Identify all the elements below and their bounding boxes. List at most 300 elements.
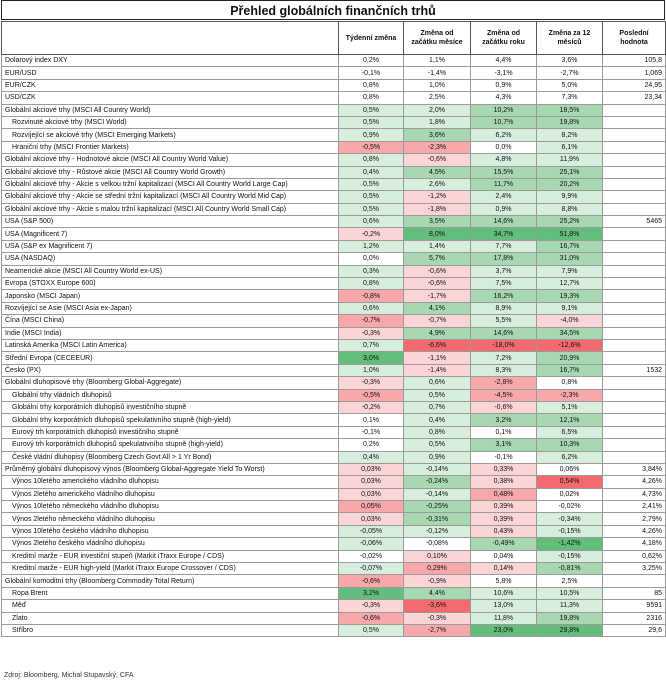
cell-ytd: 11,8% [471,612,537,624]
cell-weekly: 0,0% [339,253,404,265]
cell-last-value: 4,18% [603,538,666,550]
cell-ytd: 4,4% [471,55,537,67]
table-row [2,476,666,488]
cell-12m: 8,8% [537,203,603,215]
cell-weekly: -0,6% [339,612,404,624]
cell-12m: 18,5% [537,104,603,116]
row-label: USD/CZK [2,92,339,104]
row-label: Latinská Amerika (MSCI Latin America) [2,339,339,351]
cell-mtd: -0,25% [404,501,471,513]
cell-mtd: 0,9% [404,451,471,463]
cell-last-value [603,439,666,451]
table-row [2,364,666,376]
cell-mtd: -1,7% [404,290,471,302]
cell-mtd: 3,5% [404,216,471,228]
row-label: České vládní dluhopisy (Bloomberg Czech Govt All > 1 Yr Bond) [2,451,339,463]
source-note: Zdroj: Bloomberg, Michal Stupavský, CFA [4,672,134,679]
cell-last-value: 29,6 [603,624,666,636]
row-label: Stříbro [2,624,339,636]
cell-last-value: 4,73% [603,488,666,500]
cell-mtd: 4,4% [404,587,471,599]
table-row [2,339,666,351]
cell-mtd: 0,8% [404,426,471,438]
cell-12m: 6,1% [537,141,603,153]
row-label: Výnos 10letého německého vládního dluhopisu [2,501,339,513]
cell-ytd: 0,1% [471,426,537,438]
cell-last-value: 1,069 [603,67,666,79]
cell-last-value: 85 [603,587,666,599]
row-label: Kreditní marže - EUR high-yield (Markit iTraxx Europe Crossover / CDS) [2,563,339,575]
cell-12m: -1,42% [537,538,603,550]
table-row [2,327,666,339]
cell-last-value [603,203,666,215]
cell-weekly: 0,2% [339,439,404,451]
cell-weekly: -0,06% [339,538,404,550]
cell-ytd: 23,0% [471,624,537,636]
table-row [2,67,666,79]
cell-ytd: 0,38% [471,476,537,488]
cell-12m: -0,02% [537,501,603,513]
cell-last-value [603,166,666,178]
cell-ytd: 10,7% [471,116,537,128]
cell-last-value: 2,79% [603,513,666,525]
cell-mtd: -0,6% [404,265,471,277]
cell-mtd: -2,7% [404,624,471,636]
cell-ytd: 34,7% [471,228,537,240]
cell-last-value: 3,25% [603,563,666,575]
cell-12m: -2,7% [537,67,603,79]
row-label: USA (Magnificent 7) [2,228,339,240]
cell-last-value: 1532 [603,364,666,376]
cell-mtd: 8,0% [404,228,471,240]
cell-last-value [603,389,666,401]
cell-weekly: 0,2% [339,55,404,67]
cell-12m: 0,06% [537,463,603,475]
table-row [2,79,666,91]
cell-ytd: 7,5% [471,278,537,290]
row-label: Hraniční trhy (MSCI Frontier Markets) [2,141,339,153]
cell-weekly: 0,5% [339,624,404,636]
cell-ytd: -0,6% [471,401,537,413]
cell-mtd: 0,7% [404,401,471,413]
markets-table [1,21,666,637]
cell-mtd: 4,1% [404,302,471,314]
cell-weekly: 0,7% [339,339,404,351]
table-row [2,216,666,228]
table-row [2,488,666,500]
cell-last-value: 0,62% [603,550,666,562]
cell-12m: 16,7% [537,364,603,376]
row-label: Výnos 2letého českého vládního dluhopisu [2,538,339,550]
cell-mtd: 1,0% [404,79,471,91]
cell-ytd: 0,48% [471,488,537,500]
cell-mtd: 2,5% [404,92,471,104]
table-row [2,612,666,624]
table-row [2,352,666,364]
cell-12m: 34,5% [537,327,603,339]
cell-12m: 20,2% [537,178,603,190]
cell-weekly: 0,4% [339,166,404,178]
cell-last-value [603,451,666,463]
cell-mtd: -1,4% [404,67,471,79]
table-row [2,426,666,438]
cell-last-value [603,129,666,141]
cell-ytd: -2,8% [471,377,537,389]
header-label-col [2,22,339,55]
cell-weekly: -0,3% [339,377,404,389]
cell-12m: -0,81% [537,563,603,575]
row-label: Globální akciové trhy (MSCI All Country World) [2,104,339,116]
cell-ytd: 0,04% [471,550,537,562]
table-row [2,575,666,587]
cell-last-value [603,401,666,413]
cell-ytd: 5,5% [471,315,537,327]
row-label: Globální akciové trhy - Hodnotové akcie (MSCI All Country World Value) [2,154,339,166]
cell-last-value: 2316 [603,612,666,624]
cell-last-value [603,575,666,587]
cell-last-value: 3,84% [603,463,666,475]
cell-12m: 0,02% [537,488,603,500]
cell-mtd: -0,3% [404,612,471,624]
cell-12m: 7,3% [537,92,603,104]
row-label: Výnos 2letého amerického vládního dluhopisu [2,488,339,500]
cell-ytd: -0,1% [471,451,537,463]
cell-last-value [603,302,666,314]
table-row [2,624,666,636]
cell-mtd: -0,9% [404,575,471,587]
cell-last-value: 4,26% [603,525,666,537]
row-label: Rozvíjející se akciové trhy (MSCI Emerging Markets) [2,129,339,141]
row-label: Globální trhy vládních dluhopisů [2,389,339,401]
row-label: USA (S&P ex Magnificent 7) [2,240,339,252]
header-mtd: Změna od začátku měsíce [404,22,471,55]
cell-weekly: -0,3% [339,327,404,339]
cell-mtd: -0,14% [404,463,471,475]
table-row [2,401,666,413]
cell-weekly: 0,5% [339,191,404,203]
row-label: Zlato [2,612,339,624]
row-label: Globální akciové trhy - Akcie s malou tržní kapitalizací (MSCI All Country World Small Cap) [2,203,339,215]
cell-last-value [603,327,666,339]
cell-ytd: 7,2% [471,352,537,364]
cell-12m: 5,0% [537,79,603,91]
row-label: Globální akciové trhy - Akcie se střední tržní kapitalizací (MSCI All Country World Mid Cap) [2,191,339,203]
cell-12m: -0,15% [537,525,603,537]
table-row [2,154,666,166]
row-label: Výnos 10letého českého vládního dluhopisu [2,525,339,537]
cell-last-value: 105,8 [603,55,666,67]
cell-last-value [603,265,666,277]
table-row [2,116,666,128]
cell-12m: 6,2% [537,451,603,463]
cell-weekly: 1,2% [339,240,404,252]
cell-last-value [603,352,666,364]
cell-ytd: 0,39% [471,513,537,525]
page-title: Přehled globálních finančních trhů [1,0,665,20]
cell-last-value: 24,95 [603,79,666,91]
cell-weekly: 0,3% [339,265,404,277]
cell-mtd: -0,7% [404,315,471,327]
cell-ytd: 3,1% [471,439,537,451]
row-label: Výnos 10letého amerického vládního dluhopisu [2,476,339,488]
cell-ytd: 13,0% [471,600,537,612]
table-row [2,525,666,537]
cell-weekly: 0,05% [339,501,404,513]
cell-12m: 10,5% [537,587,603,599]
cell-mtd: 3,6% [404,129,471,141]
cell-12m: 9,1% [537,302,603,314]
cell-12m: 9,9% [537,191,603,203]
cell-12m: 25,1% [537,166,603,178]
cell-12m: 0,8% [537,377,603,389]
row-label: Globální akciové trhy - Akcie s velkou tržní kapitalizací (MSCI All Country World Large Cap) [2,178,339,190]
cell-ytd: -18,0% [471,339,537,351]
cell-weekly: 0,03% [339,488,404,500]
cell-mtd: -0,12% [404,525,471,537]
cell-ytd: 2,4% [471,191,537,203]
table-row [2,451,666,463]
cell-mtd: 5,7% [404,253,471,265]
table-row [2,203,666,215]
cell-last-value: 2,41% [603,501,666,513]
cell-mtd: 1,8% [404,116,471,128]
cell-weekly: -0,1% [339,67,404,79]
cell-ytd: 3,7% [471,265,537,277]
table-row [2,439,666,451]
cell-last-value [603,191,666,203]
cell-mtd: -0,31% [404,513,471,525]
cell-mtd: 4,9% [404,327,471,339]
cell-ytd: 14,6% [471,327,537,339]
row-label: Dolarový index DXY [2,55,339,67]
table-row [2,315,666,327]
cell-mtd: 4,5% [404,166,471,178]
cell-weekly: -0,8% [339,290,404,302]
cell-ytd: 10,6% [471,587,537,599]
cell-mtd: -0,08% [404,538,471,550]
row-label: Neamerické akcie (MSCI All Country World ex-US) [2,265,339,277]
cell-12m: 6,5% [537,426,603,438]
cell-last-value [603,141,666,153]
cell-weekly: -0,6% [339,575,404,587]
cell-12m: 51,8% [537,228,603,240]
table-row [2,550,666,562]
cell-weekly: 0,5% [339,178,404,190]
row-label: Indie (MSCI India) [2,327,339,339]
cell-weekly: 1,0% [339,364,404,376]
row-label: Kreditní marže - EUR investiční stupeň (Markit iTraxx Europe / CDS) [2,550,339,562]
cell-weekly: -0,02% [339,550,404,562]
cell-ytd: 8,3% [471,364,537,376]
cell-12m: 10,3% [537,439,603,451]
cell-last-value [603,253,666,265]
table-row [2,377,666,389]
row-label: Evropa (STOXX Europe 600) [2,278,339,290]
cell-mtd: 2,6% [404,178,471,190]
cell-12m: 25,2% [537,216,603,228]
cell-12m: 19,8% [537,612,603,624]
cell-ytd: -3,1% [471,67,537,79]
table-row [2,228,666,240]
cell-weekly: -0,5% [339,141,404,153]
cell-12m: 3,6% [537,55,603,67]
table-row [2,389,666,401]
cell-12m: -0,34% [537,513,603,525]
cell-ytd: 17,8% [471,253,537,265]
cell-mtd: -0,6% [404,154,471,166]
row-label: Ropa Brent [2,587,339,599]
row-label: Střední Evropa (CECEEUR) [2,352,339,364]
cell-mtd: -6,6% [404,339,471,351]
cell-12m: 31,0% [537,253,603,265]
cell-ytd: 0,43% [471,525,537,537]
header-last-value: Poslední hodnota [603,22,666,55]
cell-ytd: 0,9% [471,79,537,91]
cell-12m: -2,3% [537,389,603,401]
cell-mtd: -0,6% [404,278,471,290]
cell-weekly: 0,1% [339,414,404,426]
table-row [2,265,666,277]
row-label: USA (S&P 500) [2,216,339,228]
cell-weekly: -0,5% [339,389,404,401]
cell-12m: 16,7% [537,240,603,252]
table-row [2,414,666,426]
row-label: EUR/CZK [2,79,339,91]
table-row [2,92,666,104]
cell-12m: 11,3% [537,600,603,612]
row-label: Eurový trh korporátních dluhopisů investičního stupně [2,426,339,438]
cell-12m: 11,9% [537,154,603,166]
cell-weekly: 0,9% [339,129,404,141]
cell-ytd: -0,49% [471,538,537,550]
cell-weekly: -0,2% [339,228,404,240]
cell-mtd: 1,1% [404,55,471,67]
cell-mtd: 0,5% [404,439,471,451]
cell-last-value [603,116,666,128]
row-label: Výnos 2letého německého vládního dluhopisu [2,513,339,525]
row-label: Průměrný globální dluhopisový výnos (Bloomberg Global-Aggregate Yield To Worst) [2,463,339,475]
cell-mtd: -1,2% [404,191,471,203]
cell-12m: 19,3% [537,290,603,302]
cell-mtd: -1,4% [404,364,471,376]
header-ytd: Změna od začátku roku [471,22,537,55]
table-row [2,141,666,153]
cell-ytd: 0,39% [471,501,537,513]
cell-12m: 8,2% [537,129,603,141]
cell-ytd: 0,14% [471,563,537,575]
cell-ytd: 0,9% [471,203,537,215]
table-row [2,290,666,302]
cell-12m: 12,7% [537,278,603,290]
cell-12m: 7,9% [537,265,603,277]
cell-12m: 19,8% [537,116,603,128]
cell-ytd: 8,9% [471,302,537,314]
cell-weekly: -0,3% [339,600,404,612]
cell-last-value [603,240,666,252]
cell-last-value [603,339,666,351]
table-row [2,253,666,265]
cell-ytd: 6,2% [471,129,537,141]
row-label: EUR/USD [2,67,339,79]
cell-weekly: 0,5% [339,116,404,128]
cell-last-value [603,414,666,426]
cell-ytd: 4,8% [471,154,537,166]
cell-mtd: -3,6% [404,600,471,612]
cell-last-value [603,228,666,240]
cell-ytd: 0,0% [471,141,537,153]
table-row [2,178,666,190]
cell-weekly: 0,8% [339,79,404,91]
table-row [2,463,666,475]
cell-mtd: 1,4% [404,240,471,252]
cell-last-value [603,104,666,116]
cell-12m: 0,54% [537,476,603,488]
cell-weekly: 0,8% [339,154,404,166]
cell-last-value: 5465 [603,216,666,228]
cell-12m: 12,1% [537,414,603,426]
row-label: Měď [2,600,339,612]
cell-mtd: 0,5% [404,389,471,401]
table-row [2,191,666,203]
cell-weekly: 0,03% [339,463,404,475]
cell-weekly: 0,8% [339,92,404,104]
row-label: Globální trhy korporátních dluhopisů spekulativního stupně (high-yield) [2,414,339,426]
cell-weekly: 0,5% [339,104,404,116]
cell-mtd: -1,8% [404,203,471,215]
cell-mtd: 2,0% [404,104,471,116]
cell-weekly: -0,2% [339,401,404,413]
cell-weekly: 0,4% [339,451,404,463]
cell-12m: -4,0% [537,315,603,327]
cell-last-value [603,178,666,190]
table-header [2,22,666,55]
cell-12m: 2,5% [537,575,603,587]
row-label: Japonsko (MSCI Japan) [2,290,339,302]
table-row [2,513,666,525]
row-label: Rozvinuté akciové trhy (MSCI World) [2,116,339,128]
row-label: Globální komoditní trhy (Bloomberg Commodity Total Return) [2,575,339,587]
table-body [2,55,666,637]
table-row [2,129,666,141]
row-label: Globální akciové trhy - Růstové akcie (MSCI All Country World Growth) [2,166,339,178]
cell-last-value: 9591 [603,600,666,612]
cell-ytd: 11,7% [471,178,537,190]
cell-last-value [603,315,666,327]
table-row [2,166,666,178]
cell-weekly: -0,7% [339,315,404,327]
row-label: USA (NASDAQ) [2,253,339,265]
cell-ytd: 0,33% [471,463,537,475]
cell-mtd: -0,24% [404,476,471,488]
cell-ytd: 5,8% [471,575,537,587]
cell-weekly: 0,03% [339,513,404,525]
cell-mtd: -1,1% [404,352,471,364]
row-label: Eurový trh korporátních dluhopisů spekulativního stupně (high-yield) [2,439,339,451]
cell-weekly: 0,8% [339,278,404,290]
row-label: Globální trhy korporátních dluhopisů investičního stupně [2,401,339,413]
table-row [2,278,666,290]
cell-ytd: 3,2% [471,414,537,426]
cell-12m: -12,6% [537,339,603,351]
table-row [2,55,666,67]
table-row [2,587,666,599]
row-label: Globální dluhopisové trhy (Bloomberg Global-Aggregate) [2,377,339,389]
cell-weekly: 3,0% [339,352,404,364]
cell-weekly: 0,5% [339,203,404,215]
row-label: Čína (MSCI China) [2,315,339,327]
table-row [2,501,666,513]
cell-ytd: 10,2% [471,104,537,116]
